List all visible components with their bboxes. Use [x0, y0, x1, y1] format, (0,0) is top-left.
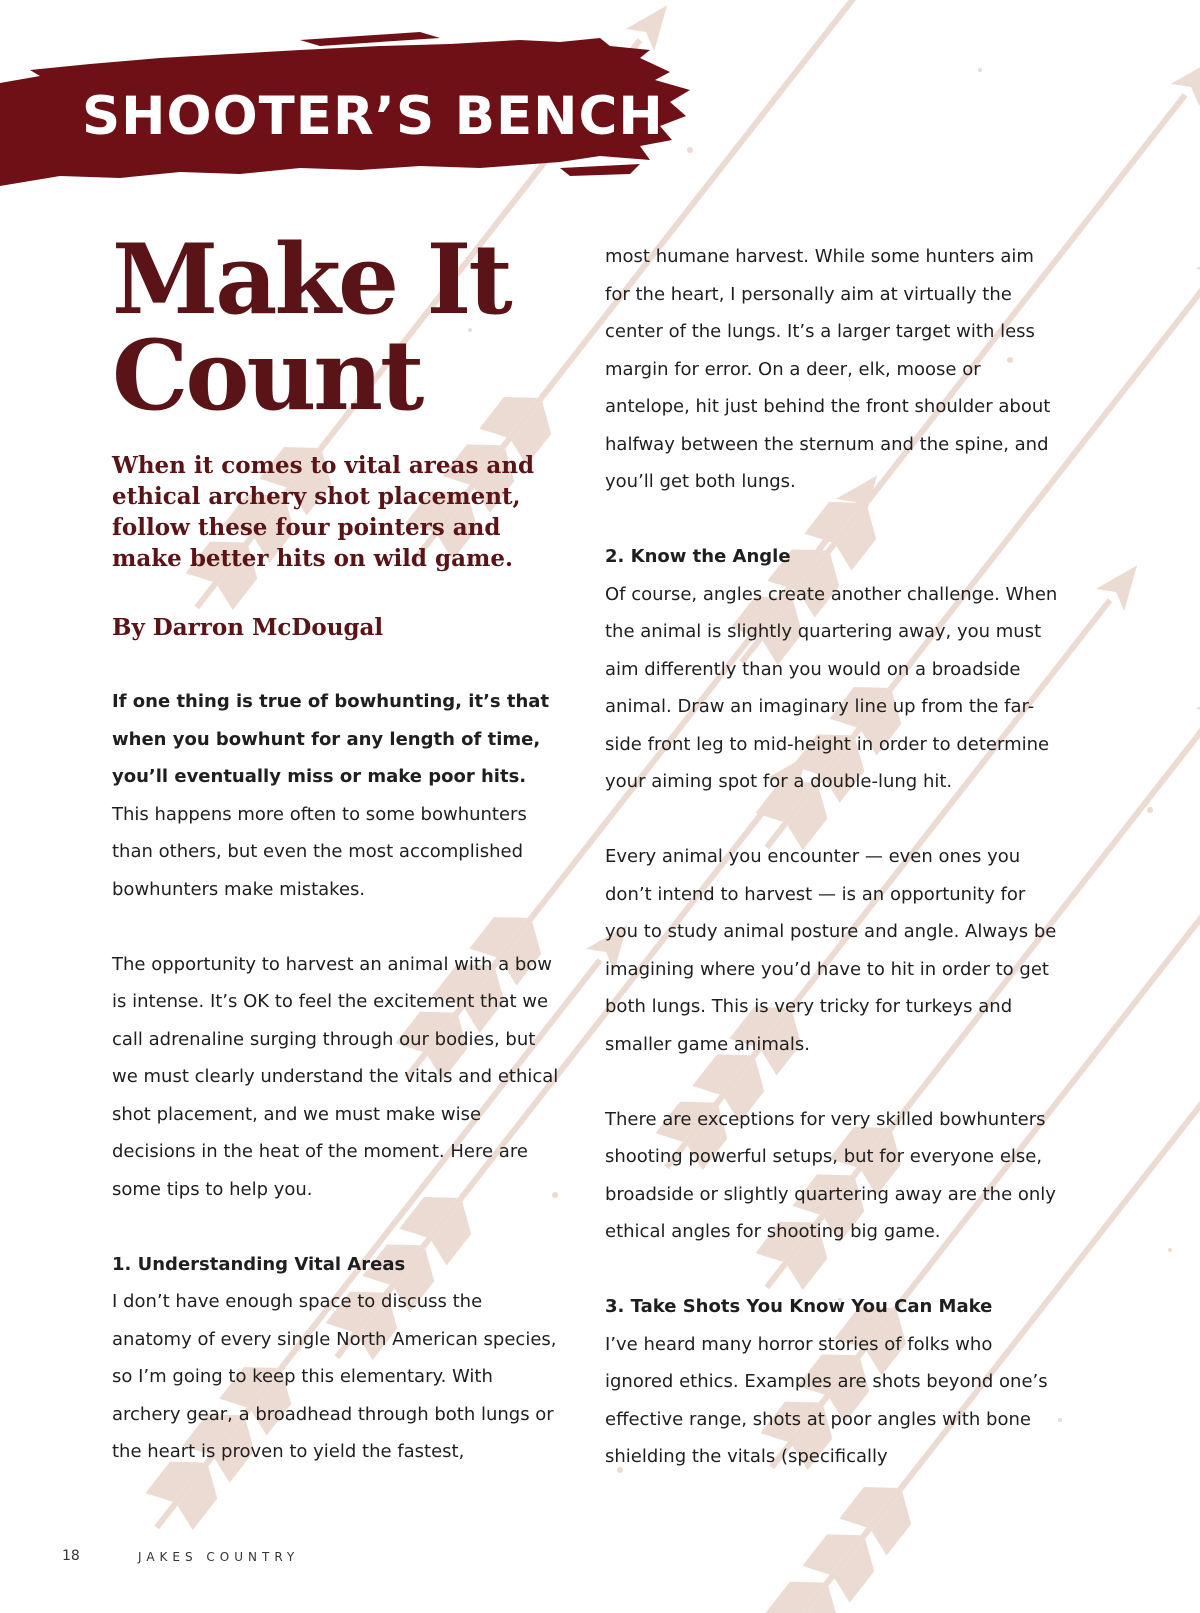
headline-line-1: Make It [112, 223, 510, 336]
page-number: 18 [62, 1548, 80, 1564]
body-paragraph: The opportunity to harvest an animal with a bow is intense. It’s OK to feel the excitement that we call adrenaline surging through our bodies, but we must clearly understand the vitals and ethical shot placement, and we must make wise decisions in the heat of the moment. Here are some tips to help you. [112, 953, 559, 1200]
subhead-understanding-vital-areas: 1. Understanding Vital Areas [112, 1253, 406, 1275]
section-2 [605, 538, 1060, 801]
body-paragraph: I don’t have enough space to discuss the anatomy of every single North American species, so I’m going to keep this elementary. With archery gear, a broadhead through both lungs or the heart is proven to yield the fastest, [112, 1291, 557, 1462]
article-byline: By Darron McDougal [112, 614, 384, 641]
intro-paragraph [112, 683, 562, 908]
body-paragraph: Every animal you encounter — even ones you don’t intend to harvest — is an opportunity for you to study animal posture and angle. Always be imagining where you’d have to hit in order to get both lungs. This is very tricky for turkeys and smaller game animals. [605, 846, 1057, 1055]
section-title: SHOOTER’S BENCH [82, 86, 664, 147]
right-column [605, 238, 1060, 1476]
body-paragraph: Of course, angles create another challenge. When the animal is slightly quartering away, you must aim differently than you would on a broadside animal. Draw an imaginary line up from the far-side front leg to mid-height in order to determine your aiming spot for a double-lung hit. [605, 583, 1058, 792]
article-deck: When it comes to vital areas and ethical archery shot placement, follow these four pointers and make better hits on wild game. [112, 452, 535, 572]
headline-line-2: Count [112, 319, 422, 432]
body-paragraph: There are exceptions for very skilled bowhunters shooting powerful setups, but for everyone else, broadside or slightly quartering away are the only ethical angles for shooting big game. [605, 1108, 1056, 1242]
article-headline [112, 223, 562, 432]
body-paragraph: most humane harvest. While some hunters aim for the heart, I personally aim at virtually the center of the lungs. It’s a larger target with less margin for error. On a deer, elk, moose or antelope, hit just behind the front shoulder about halfway between the sternum and the spine, and you’ll get both lungs. [605, 246, 1051, 492]
subhead-take-shots: 3. Take Shots You Know You Can Make [605, 1296, 993, 1317]
section-1 [112, 1246, 562, 1471]
intro-lede: If one thing is true of bowhunting, it’s that when you bowhunt for any length of time, you’ll eventually miss or make poor hits. [112, 691, 550, 787]
subhead-know-the-angle: 2. Know the Angle [605, 546, 791, 567]
publication-name: JAKES COUNTRY [138, 1550, 300, 1564]
section-3 [605, 1288, 1060, 1476]
body-paragraph: I’ve heard many horror stories of folks who ignored ethics. Examples are shots beyond one’s effective range, shots at poor angles with bone shielding the vitals (specifically [605, 1333, 1048, 1467]
intro-rest: This happens more often to some bowhunters than others, but even the most accomplished bowhunters make mistakes. [112, 803, 527, 900]
left-column [112, 223, 562, 1471]
